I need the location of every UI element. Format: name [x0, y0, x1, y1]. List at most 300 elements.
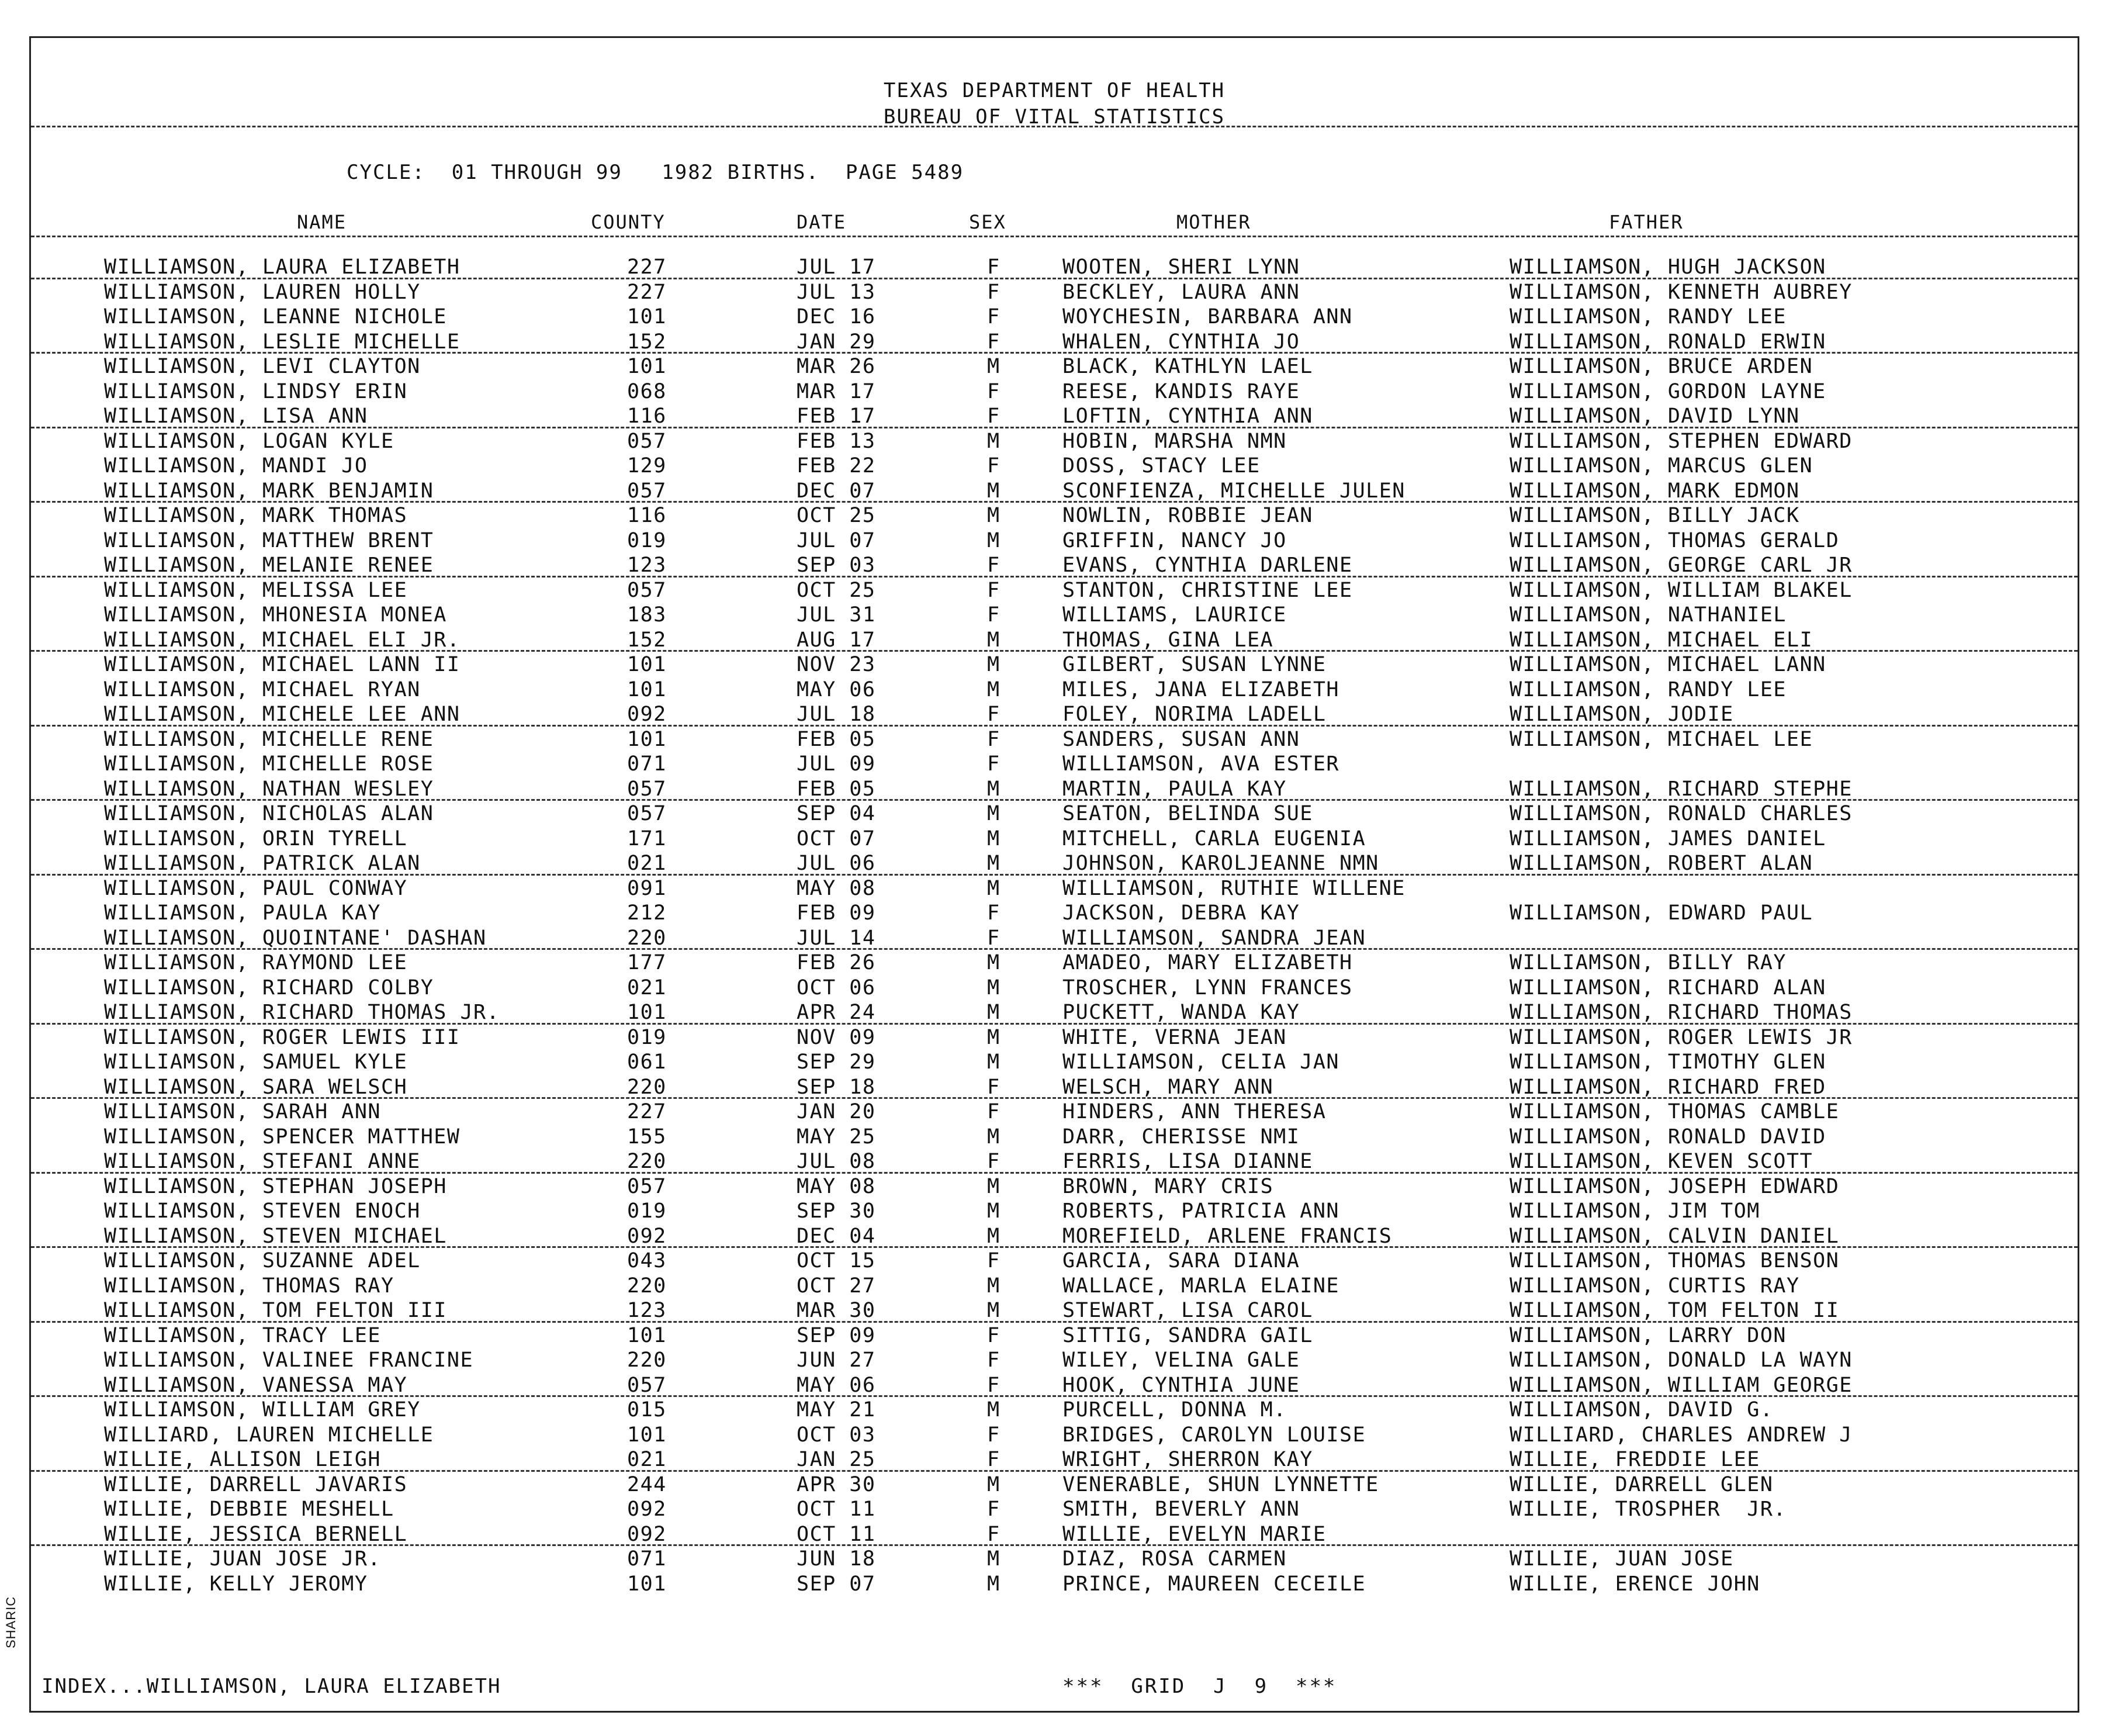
table-row: [31, 1198, 2078, 1223]
cell-date: MAY 25: [797, 1125, 876, 1149]
table-row: [31, 1372, 2078, 1398]
cell-mother: AMADEO, MARY ELIZABETH: [1062, 951, 1353, 974]
cell-county: 015: [627, 1398, 667, 1422]
table-row: [31, 254, 2078, 279]
cell-mother: MARTIN, PAULA KAY: [1062, 777, 1287, 801]
cell-county: 152: [627, 628, 667, 652]
cell-sex: M: [987, 1547, 1001, 1571]
cell-sex: M: [987, 429, 1001, 453]
cell-sex: F: [987, 926, 1001, 950]
cell-sex: F: [987, 1448, 1001, 1471]
cell-county: 171: [627, 826, 667, 850]
cell-mother: SCONFIENZA, MICHELLE JULEN: [1062, 479, 1406, 503]
cell-name: WILLIAMSON, LOGAN KYLE: [104, 429, 394, 453]
cell-name: WILLIAMSON, MELANIE RENEE: [104, 554, 434, 577]
cell-mother: WILEY, VELINA GALE: [1062, 1348, 1300, 1372]
cell-mother: GILBERT, SUSAN LYNNE: [1062, 653, 1327, 676]
cell-county: 227: [627, 255, 667, 279]
column-header-date: DATE: [797, 211, 847, 233]
cell-sex: F: [987, 1348, 1001, 1372]
cell-county: 019: [627, 1199, 667, 1223]
cell-name: WILLIAMSON, MATTHEW BRENT: [104, 528, 434, 552]
records-list: [31, 254, 2078, 1596]
cell-name: WILLIE, JESSICA BERNELL: [104, 1522, 408, 1546]
cell-county: 061: [627, 1050, 667, 1074]
table-row: [31, 876, 2078, 901]
cell-date: JAN 20: [797, 1100, 876, 1123]
cell-name: WILLIAMSON, NATHAN WESLEY: [104, 777, 434, 801]
cell-father: WILLIAMSON, BRUCE ARDEN: [1510, 355, 1813, 378]
cell-county: 129: [627, 454, 667, 478]
table-row: [31, 403, 2078, 428]
cell-county: 101: [627, 1001, 667, 1024]
table-row: [31, 826, 2078, 851]
cell-mother: NOWLIN, ROBBIE JEAN: [1062, 504, 1313, 527]
cell-name: WILLIAMSON, LESLIE MICHELLE: [104, 330, 461, 354]
cell-mother: SMITH, BEVERLY ANN: [1062, 1498, 1300, 1521]
cell-name: WILLIAMSON, LISA ANN: [104, 404, 368, 428]
cell-father: WILLIAMSON, CALVIN DANIEL: [1510, 1224, 1840, 1248]
index-footer: INDEX...WILLIAMSON, LAURA ELIZABETH: [41, 1675, 501, 1698]
cell-father: WILLIAMSON, JODIE: [1510, 703, 1734, 726]
cell-mother: ROBERTS, PATRICIA ANN: [1062, 1199, 1340, 1223]
cell-mother: BLACK, KATHLYN LAEL: [1062, 355, 1313, 378]
cell-father: WILLIAMSON, NATHANIEL: [1510, 603, 1787, 627]
cell-name: WILLIAMSON, RICHARD COLBY: [104, 976, 434, 1000]
table-row: [31, 677, 2078, 702]
cell-name: WILLIAMSON, LEANNE NICHOLE: [104, 305, 447, 328]
cell-name: WILLIAMSON, SARA WELSCH: [104, 1075, 408, 1099]
cell-father: WILLIE, TROSPHER JR.: [1510, 1498, 1787, 1521]
cell-date: FEB 17: [797, 404, 876, 428]
cell-father: WILLIAMSON, TIMOTHY GLEN: [1510, 1050, 1826, 1074]
table-row: [31, 1248, 2078, 1273]
cell-sex: M: [987, 677, 1001, 701]
cell-father: WILLIAMSON, THOMAS GERALD: [1510, 528, 1840, 552]
table-row: [31, 329, 2078, 354]
table-row: [31, 279, 2078, 305]
cell-sex: M: [987, 976, 1001, 1000]
cell-date: SEP 03: [797, 554, 876, 577]
cell-name: WILLIAMSON, TRACY LEE: [104, 1323, 382, 1347]
cell-mother: WILLIAMSON, CELIA JAN: [1062, 1050, 1340, 1074]
cell-mother: MILES, JANA ELIZABETH: [1062, 677, 1340, 701]
cell-father: WILLIAMSON, MICHAEL LEE: [1510, 727, 1813, 751]
table-row: [31, 751, 2078, 776]
cell-mother: FERRIS, LISA DIANNE: [1062, 1150, 1313, 1173]
cell-date: SEP 09: [797, 1323, 876, 1347]
cell-father: WILLIAMSON, JIM TOM: [1510, 1199, 1760, 1223]
cell-date: MAY 06: [797, 1373, 876, 1397]
cell-county: 101: [627, 1423, 667, 1447]
cell-father: WILLIAMSON, CURTIS RAY: [1510, 1274, 1800, 1298]
cell-sex: F: [987, 330, 1001, 354]
cell-mother: WILLIAMSON, AVA ESTER: [1062, 752, 1340, 776]
cell-county: 092: [627, 703, 667, 726]
cell-sex: F: [987, 1249, 1001, 1272]
cell-county: 101: [627, 1323, 667, 1347]
cell-date: OCT 25: [797, 504, 876, 527]
cell-county: 101: [627, 677, 667, 701]
cell-sex: F: [987, 454, 1001, 478]
cell-sex: M: [987, 852, 1001, 875]
cell-date: OCT 25: [797, 578, 876, 602]
cell-mother: DIAZ, ROSA CARMEN: [1062, 1547, 1287, 1571]
table-row: [31, 975, 2078, 1000]
cell-sex: M: [987, 802, 1001, 825]
cell-father: WILLIAMSON, HUGH JACKSON: [1510, 255, 1826, 279]
cell-date: JUL 17: [797, 255, 876, 279]
cell-date: JUL 08: [797, 1150, 876, 1173]
cell-name: WILLIAMSON, LAUREN HOLLY: [104, 280, 421, 304]
cell-name: WILLIAMSON, VALINEE FRANCINE: [104, 1348, 474, 1372]
cell-county: 220: [627, 1274, 667, 1298]
cell-sex: M: [987, 1472, 1001, 1496]
cell-sex: F: [987, 1075, 1001, 1099]
cell-county: 220: [627, 926, 667, 950]
cell-mother: THOMAS, GINA LEA: [1062, 628, 1274, 652]
cell-father: WILLIE, DARRELL GLEN: [1510, 1472, 1774, 1496]
cell-date: MAR 30: [797, 1299, 876, 1322]
cell-mother: STANTON, CHRISTINE LEE: [1062, 578, 1353, 602]
cell-county: 057: [627, 1174, 667, 1198]
table-row: [31, 354, 2078, 379]
cell-county: 227: [627, 1100, 667, 1123]
cell-father: WILLIAMSON, KEVEN SCOTT: [1510, 1150, 1813, 1173]
cell-sex: M: [987, 777, 1001, 801]
cell-date: SEP 30: [797, 1199, 876, 1223]
cell-county: 092: [627, 1522, 667, 1546]
cell-county: 043: [627, 1249, 667, 1272]
cell-name: WILLIAMSON, ROGER LEWIS III: [104, 1025, 461, 1049]
table-row: [31, 1124, 2078, 1149]
cell-county: 177: [627, 951, 667, 974]
cell-father: WILLIAMSON, RICHARD ALAN: [1510, 976, 1826, 1000]
table-row: [31, 1174, 2078, 1199]
cell-name: WILLIAMSON, QUOINTANE' DASHAN: [104, 926, 487, 950]
cell-name: WILLIE, DEBBIE MESHELL: [104, 1498, 394, 1521]
cell-mother: VENERABLE, SHUN LYNNETTE: [1062, 1472, 1379, 1496]
cell-mother: TROSCHER, LYNN FRANCES: [1062, 976, 1353, 1000]
cell-name: WILLIAMSON, SAMUEL KYLE: [104, 1050, 408, 1074]
cell-date: MAR 26: [797, 355, 876, 378]
table-row: [31, 1397, 2078, 1422]
table-row: [31, 1298, 2078, 1323]
cell-mother: SEATON, BELINDA SUE: [1062, 802, 1313, 825]
cell-sex: F: [987, 554, 1001, 577]
cell-father: WILLIAMSON, ROBERT ALAN: [1510, 852, 1813, 875]
cell-sex: M: [987, 1398, 1001, 1422]
cell-name: WILLIAMSON, SUZANNE ADEL: [104, 1249, 421, 1272]
table-row: [31, 1223, 2078, 1249]
table-row: [31, 1099, 2078, 1124]
cell-father: WILLIAMSON, RICHARD STEPHE: [1510, 777, 1853, 801]
cell-county: 071: [627, 1547, 667, 1571]
cell-date: JUL 18: [797, 703, 876, 726]
cell-sex: M: [987, 1274, 1001, 1298]
cell-date: JAN 29: [797, 330, 876, 354]
cell-county: 101: [627, 305, 667, 328]
cell-date: JUL 07: [797, 528, 876, 552]
cell-sex: M: [987, 1174, 1001, 1198]
cell-sex: M: [987, 1572, 1001, 1596]
cell-date: JUL 31: [797, 603, 876, 627]
cell-date: MAY 06: [797, 677, 876, 701]
agency-title: TEXAS DEPARTMENT OF HEALTH: [883, 79, 1226, 102]
cell-name: WILLIAMSON, RAYMOND LEE: [104, 951, 408, 974]
cell-date: MAY 08: [797, 1174, 876, 1198]
cell-date: SEP 29: [797, 1050, 876, 1074]
cell-mother: MITCHELL, CARLA EUGENIA: [1062, 826, 1366, 850]
cell-sex: M: [987, 528, 1001, 552]
cell-date: JUN 27: [797, 1348, 876, 1372]
cell-father: WILLIAMSON, RONALD CHARLES: [1510, 802, 1853, 825]
cell-mother: WOOTEN, SHERI LYNN: [1062, 255, 1300, 279]
column-header-divider: [31, 236, 2078, 237]
cell-sex: M: [987, 826, 1001, 850]
table-row: [31, 602, 2078, 627]
cell-name: WILLIAMSON, RICHARD THOMAS JR.: [104, 1001, 500, 1024]
cell-sex: M: [987, 1001, 1001, 1024]
cell-sex: F: [987, 703, 1001, 726]
column-header-mother: MOTHER: [1176, 211, 1251, 233]
cell-sex: M: [987, 504, 1001, 527]
cell-mother: PUCKETT, WANDA KAY: [1062, 1001, 1300, 1024]
cell-sex: F: [987, 1150, 1001, 1173]
cell-sex: M: [987, 653, 1001, 676]
cell-sex: F: [987, 404, 1001, 428]
cell-county: 101: [627, 1572, 667, 1596]
table-row: [31, 1422, 2078, 1447]
cell-date: OCT 11: [797, 1498, 876, 1521]
cell-mother: REESE, KANDIS RAYE: [1062, 379, 1300, 403]
table-row: [31, 1000, 2078, 1025]
cell-father: WILLIAMSON, KENNETH AUBREY: [1510, 280, 1853, 304]
cell-date: JUL 14: [797, 926, 876, 950]
cell-date: JAN 25: [797, 1448, 876, 1471]
cell-date: NOV 09: [797, 1025, 876, 1049]
table-row: [31, 776, 2078, 801]
cell-mother: WOYCHESIN, BARBARA ANN: [1062, 305, 1353, 328]
cell-date: OCT 27: [797, 1274, 876, 1298]
cell-name: WILLIE, KELLY JEROMY: [104, 1572, 368, 1596]
cell-name: WILLIAMSON, MARK THOMAS: [104, 504, 408, 527]
cell-father: WILLIE, ERENCE JOHN: [1510, 1572, 1760, 1596]
cell-name: WILLIE, ALLISON LEIGH: [104, 1448, 382, 1471]
cell-county: 116: [627, 504, 667, 527]
cell-mother: FOLEY, NORIMA LADELL: [1062, 703, 1327, 726]
table-row: [31, 627, 2078, 652]
cell-mother: WILLIAMS, LAURICE: [1062, 603, 1287, 627]
cell-father: WILLIAMSON, MARCUS GLEN: [1510, 454, 1813, 478]
cell-father: WILLIAMSON, DAVID LYNN: [1510, 404, 1800, 428]
cell-name: WILLIAMSON, PATRICK ALAN: [104, 852, 421, 875]
cell-date: MAR 17: [797, 379, 876, 403]
cell-date: OCT 03: [797, 1423, 876, 1447]
cell-mother: BECKLEY, LAURA ANN: [1062, 280, 1300, 304]
cell-county: 101: [627, 355, 667, 378]
cell-sex: F: [987, 1323, 1001, 1347]
cell-sex: F: [987, 280, 1001, 304]
cell-date: OCT 07: [797, 826, 876, 850]
cell-date: MAY 21: [797, 1398, 876, 1422]
cell-county: 071: [627, 752, 667, 776]
cell-mother: STEWART, LISA CAROL: [1062, 1299, 1313, 1322]
cell-name: WILLIAMSON, MELISSA LEE: [104, 578, 408, 602]
cell-name: WILLIAMSON, ORIN TYRELL: [104, 826, 408, 850]
column-header-sex: SEX: [969, 211, 1006, 233]
cell-mother: LOFTIN, CYNTHIA ANN: [1062, 404, 1313, 428]
cell-father: WILLIAMSON, WILLIAM BLAKEL: [1510, 578, 1853, 602]
cell-county: 220: [627, 1075, 667, 1099]
cell-name: WILLIAMSON, MICHAEL RYAN: [104, 677, 421, 701]
cell-county: 092: [627, 1498, 667, 1521]
cell-father: WILLIAMSON, MICHAEL ELI: [1510, 628, 1813, 652]
cell-sex: M: [987, 1050, 1001, 1074]
cell-county: 220: [627, 1150, 667, 1173]
cell-county: 057: [627, 479, 667, 503]
grid-footer: *** GRID J 9 ***: [1062, 1675, 1337, 1698]
cell-mother: MOREFIELD, ARLENE FRANCIS: [1062, 1224, 1393, 1248]
cell-date: OCT 15: [797, 1249, 876, 1272]
cell-date: FEB 05: [797, 777, 876, 801]
cell-mother: BROWN, MARY CRIS: [1062, 1174, 1274, 1198]
cell-father: WILLIAMSON, MARK EDMON: [1510, 479, 1800, 503]
cell-name: WILLIAMSON, THOMAS RAY: [104, 1274, 394, 1298]
cell-date: FEB 05: [797, 727, 876, 751]
cell-mother: SITTIG, SANDRA GAIL: [1062, 1323, 1313, 1347]
table-row: [31, 950, 2078, 975]
cell-mother: WELSCH, MARY ANN: [1062, 1075, 1274, 1099]
cell-father: WILLIAMSON, THOMAS CAMBLE: [1510, 1100, 1840, 1123]
cell-date: FEB 13: [797, 429, 876, 453]
table-row: [31, 1521, 2078, 1547]
cell-county: 220: [627, 1348, 667, 1372]
cell-sex: M: [987, 1025, 1001, 1049]
cell-county: 068: [627, 379, 667, 403]
table-row: [31, 1347, 2078, 1372]
cell-name: WILLIAMSON, MARK BENJAMIN: [104, 479, 434, 503]
cell-sex: F: [987, 1373, 1001, 1397]
cell-county: 091: [627, 876, 667, 900]
column-header-father: FATHER: [1609, 211, 1684, 233]
cell-date: SEP 07: [797, 1572, 876, 1596]
table-row: [31, 478, 2078, 503]
cell-county: 101: [627, 653, 667, 676]
cell-sex: F: [987, 1498, 1001, 1521]
cell-name: WILLIAMSON, TOM FELTON III: [104, 1299, 447, 1322]
cell-name: WILLIAMSON, VANESSA MAY: [104, 1373, 408, 1397]
cell-father: WILLIAMSON, THOMAS BENSON: [1510, 1249, 1840, 1272]
cell-date: FEB 09: [797, 901, 876, 925]
cell-mother: PRINCE, MAUREEN CECEILE: [1062, 1572, 1366, 1596]
cell-father: WILLIAMSON, BILLY RAY: [1510, 951, 1787, 974]
table-row: [31, 503, 2078, 528]
cycle-line: CYCLE: 01 THROUGH 99 1982 BIRTHS. PAGE 5489: [347, 161, 964, 184]
table-row: [31, 453, 2078, 478]
cell-mother: PURCELL, DONNA M.: [1062, 1398, 1287, 1422]
cell-name: WILLIAMSON, WILLIAM GREY: [104, 1398, 421, 1422]
cell-sex: M: [987, 355, 1001, 378]
cell-sex: M: [987, 1299, 1001, 1322]
cell-father: WILLIAMSON, DAVID G.: [1510, 1398, 1774, 1422]
table-row: [31, 1546, 2078, 1571]
table-row: [31, 1273, 2078, 1298]
cell-sex: F: [987, 578, 1001, 602]
cell-date: OCT 06: [797, 976, 876, 1000]
cell-sex: F: [987, 379, 1001, 403]
cell-sex: M: [987, 951, 1001, 974]
table-row: [31, 428, 2078, 454]
cell-mother: BRIDGES, CAROLYN LOUISE: [1062, 1423, 1366, 1447]
cell-sex: M: [987, 628, 1001, 652]
cell-mother: HOOK, CYNTHIA JUNE: [1062, 1373, 1300, 1397]
bureau-title: BUREAU OF VITAL STATISTICS: [883, 105, 1226, 129]
cell-county: 021: [627, 1448, 667, 1471]
cell-sex: M: [987, 479, 1001, 503]
table-row: [31, 727, 2078, 752]
table-row: [31, 1025, 2078, 1050]
cell-name: WILLIAMSON, LEVI CLAYTON: [104, 355, 421, 378]
cell-sex: F: [987, 1100, 1001, 1123]
cell-sex: M: [987, 1125, 1001, 1149]
cell-county: 021: [627, 852, 667, 875]
cell-date: AUG 17: [797, 628, 876, 652]
column-header-county: COUNTY: [591, 211, 666, 233]
cell-father: WILLIAMSON, BILLY JACK: [1510, 504, 1800, 527]
cell-mother: HOBIN, MARSHA NMN: [1062, 429, 1287, 453]
cell-mother: JOHNSON, KAROLJEANNE NMN: [1062, 852, 1379, 875]
cell-sex: F: [987, 255, 1001, 279]
cell-county: 021: [627, 976, 667, 1000]
cell-mother: WILLIAMSON, SANDRA JEAN: [1062, 926, 1366, 950]
cell-mother: GARCIA, SARA DIANA: [1062, 1249, 1300, 1272]
cell-mother: JACKSON, DEBRA KAY: [1062, 901, 1300, 925]
table-row: [31, 552, 2078, 577]
cell-date: DEC 07: [797, 479, 876, 503]
cell-father: WILLIAMSON, TOM FELTON II: [1510, 1299, 1840, 1322]
table-row: [31, 379, 2078, 404]
table-row: [31, 1323, 2078, 1348]
cell-county: 212: [627, 901, 667, 925]
cell-sex: F: [987, 752, 1001, 776]
cell-father: WILLIAMSON, GORDON LAYNE: [1510, 379, 1826, 403]
cell-county: 057: [627, 429, 667, 453]
cell-name: WILLIAMSON, STEVEN MICHAEL: [104, 1224, 447, 1248]
table-row: [31, 900, 2078, 925]
cell-mother: WILLIE, EVELYN MARIE: [1062, 1522, 1327, 1546]
cell-mother: HINDERS, ANN THERESA: [1062, 1100, 1327, 1123]
cell-father: WILLIAMSON, RANDY LEE: [1510, 677, 1787, 701]
cell-name: WILLIAMSON, MICHELLE ROSE: [104, 752, 434, 776]
table-row: [31, 1149, 2078, 1174]
cell-date: JUN 18: [797, 1547, 876, 1571]
cell-county: 019: [627, 1025, 667, 1049]
cell-county: 092: [627, 1224, 667, 1248]
cell-name: WILLIAMSON, STEPHAN JOSEPH: [104, 1174, 447, 1198]
cell-county: 057: [627, 578, 667, 602]
cell-father: WILLIAMSON, STEPHEN EDWARD: [1510, 429, 1853, 453]
cell-father: WILLIAMSON, RANDY LEE: [1510, 305, 1787, 328]
cell-father: WILLIE, JUAN JOSE: [1510, 1547, 1734, 1571]
cell-date: JUL 06: [797, 852, 876, 875]
cell-name: WILLIAMSON, MICHAEL LANN II: [104, 653, 461, 676]
cell-date: DEC 16: [797, 305, 876, 328]
cell-name: WILLIAMSON, STEFANI ANNE: [104, 1150, 421, 1173]
cell-county: 101: [627, 727, 667, 751]
cell-county: 227: [627, 280, 667, 304]
cell-father: WILLIAMSON, WILLIAM GEORGE: [1510, 1373, 1853, 1397]
